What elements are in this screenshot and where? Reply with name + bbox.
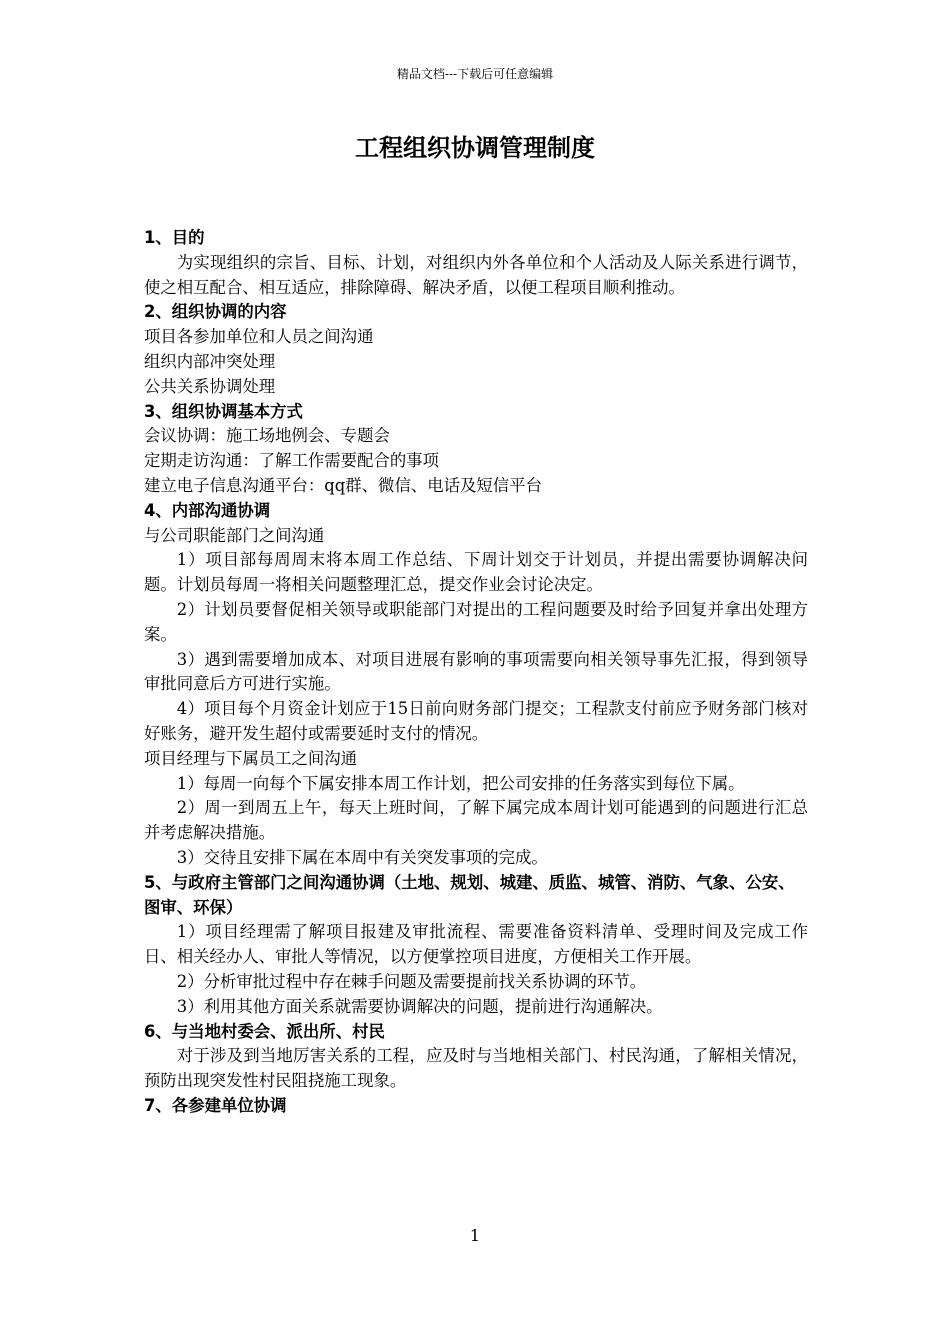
list-item: 公共关系协调处理: [144, 376, 276, 396]
section-heading-1: 1、目的: [144, 228, 205, 247]
list-item: 定期走访沟通：了解工作需要配合的事项: [144, 451, 440, 471]
numbered-item: 4）项目每个月资金计划应于15日前向财务部门提交；工程款支付前应予财务部门核对好账务，避开发生超付或需要延时支付的情况。: [144, 699, 808, 743]
section-heading-7: 7、各参建单位协调: [144, 1095, 287, 1115]
numbered-item: 3）遇到需要增加成本、对项目进展有影响的事项需要向相关领导事先汇报，得到领导审批同意后方可进行实施。: [144, 649, 808, 694]
subheading: 项目经理与下属员工之间沟通: [144, 748, 358, 768]
numbered-item: 1）每周一向每个下属安排本周工作计划，把公司安排的任务落实到每位下属。: [176, 773, 745, 793]
list-item: 会议协调：施工场地例会、专题会: [144, 426, 390, 446]
paragraph: 为实现组织的宗旨、目标、计划，对组织内外各单位和个人活动及人际关系进行调节，使之相互配合、相互适应，排除障碍、解决矛盾，以便工程项目顺利推动。: [144, 252, 808, 297]
page-header: 精品文档---下载后可任意编辑: [396, 67, 554, 81]
document-body: [144, 226, 808, 1119]
list-item: 项目各参加单位和人员之间沟通: [144, 327, 374, 347]
section-heading-3: 3、组织协调基本方式: [144, 401, 303, 421]
numbered-item: 2）分析审批过程中存在棘手问题及需要提前找关系协调的环节。: [176, 971, 647, 991]
page-number: 1: [469, 1226, 481, 1245]
list-item: 组织内部冲突处理: [144, 351, 276, 371]
section-heading-2: 2、组织协调的内容: [144, 302, 287, 322]
page-title: 工程组织协调管理制度: [355, 134, 595, 162]
paragraph: 对于涉及到当地厉害关系的工程，应及时与当地相关部门、村民沟通，了解相关情况，预防出现突发性村民阻挠施工现象。: [144, 1046, 808, 1091]
section-heading-4: 4、内部沟通协调: [144, 500, 271, 520]
numbered-item: 3）利用其他方面关系就需要协调解决的问题，提前进行沟通解决。: [176, 996, 663, 1016]
numbered-item: 2）周一到周五上午，每天上班时间，了解下属完成本周计划可能遇到的问题进行汇总并考虑解决措施。: [144, 798, 808, 843]
numbered-item: 3）交待且安排下属在本周中有关突发事项的完成。: [176, 847, 548, 867]
subheading: 与公司职能部门之间沟通: [144, 525, 325, 545]
section-heading-5: 5、与政府主管部门之间沟通协调（土地、规划、城建、质监、城管、消防、气象、公安、图审、环保）: [144, 872, 795, 917]
numbered-item: 1）项目经理需了解项目报建及审批流程、需要准备资料清单、受理时间及完成工作日、相关经办人、审批人等情况，以方便掌控项目进度，方便相关工作开展。: [144, 922, 808, 967]
list-item: 建立电子信息沟通平台：qq群、微信、电话及短信平台: [144, 475, 542, 495]
numbered-item: 1）项目部每周周末将本周工作总结、下周计划交于计划员，并提出需要协调解决问题。计划员每周一将相关问题整理汇总，提交作业会讨论决定。: [144, 550, 808, 595]
section-heading-6: 6、与当地村委会、派出所、村民: [144, 1021, 385, 1041]
numbered-item: 2）计划员要督促相关领导或职能部门对提出的工程问题要及时给予回复并拿出处理方案。: [144, 599, 808, 644]
